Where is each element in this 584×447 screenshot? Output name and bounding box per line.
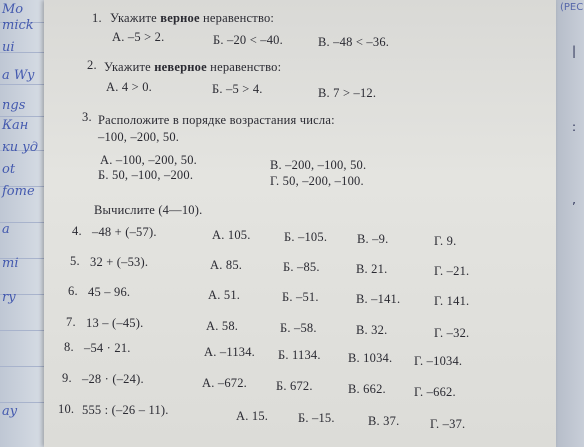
answer-v: В. –9. bbox=[357, 232, 389, 246]
problem-number: 7. bbox=[66, 315, 76, 329]
margin-mark: | bbox=[572, 44, 577, 58]
handwritten-note: ngs bbox=[2, 98, 26, 113]
answer-b: Б. –105. bbox=[284, 230, 328, 244]
problem-number: 9. bbox=[62, 371, 72, 385]
answer-b: Б. –58. bbox=[280, 321, 317, 335]
handwritten-note: a bbox=[2, 222, 10, 237]
problem-expression: 13 – (–45). bbox=[86, 316, 144, 330]
answer-a: А. 15. bbox=[236, 409, 269, 423]
answer-a: А. 58. bbox=[206, 319, 239, 333]
answer-b: Б. 672. bbox=[276, 379, 313, 393]
problem-expression: 32 + (–53). bbox=[90, 255, 149, 269]
problem-expression: –28 · (–24). bbox=[82, 372, 144, 386]
q1-bold-word: верное bbox=[160, 11, 200, 25]
q2-number: 2. bbox=[87, 58, 97, 72]
handwritten-note: mick bbox=[2, 18, 34, 33]
answer-a: А. –672. bbox=[202, 376, 248, 390]
answer-a: А. –1134. bbox=[204, 345, 255, 359]
answer-g: Г. –1034. bbox=[414, 354, 463, 368]
handwritten-note: a Wy bbox=[2, 68, 35, 83]
problem-number: 8. bbox=[64, 340, 74, 354]
answer-v: В. 662. bbox=[348, 382, 386, 396]
q2-option-v: В. 7 > –12. bbox=[318, 86, 377, 100]
problem-expression: –48 + (–57). bbox=[92, 225, 157, 239]
right-page-note: (PEC bbox=[560, 2, 584, 13]
handwritten-note: ot bbox=[2, 162, 16, 177]
q3-prompt: Расположите в порядке возрастания числа: bbox=[98, 113, 335, 127]
q1-number: 1. bbox=[92, 11, 102, 25]
handwritten-note: Кан bbox=[2, 118, 29, 133]
q2-option-b: Б. –5 > 4. bbox=[212, 82, 263, 96]
answer-v: В. 21. bbox=[356, 262, 388, 276]
q3-option-b: Б. 50, –100, –200. bbox=[98, 168, 194, 182]
handwritten-note: mi bbox=[2, 256, 19, 271]
margin-mark: : bbox=[572, 120, 577, 134]
problem-number: 5. bbox=[70, 254, 80, 268]
handwritten-note: ay bbox=[2, 404, 18, 419]
q1-prefix: Укажите bbox=[110, 11, 161, 25]
answer-v: В. –141. bbox=[356, 292, 401, 306]
q2-option-a: А. 4 > 0. bbox=[106, 80, 153, 94]
margin-mark: ’ bbox=[572, 200, 576, 214]
answer-b: Б. –85. bbox=[283, 260, 320, 274]
problem-number: 4. bbox=[72, 224, 82, 238]
q1-suffix: неравенство: bbox=[199, 11, 275, 25]
q2-suffix: неравенство: bbox=[206, 60, 282, 74]
problem-number: 6. bbox=[68, 284, 78, 298]
answer-g: Г. 9. bbox=[434, 234, 457, 248]
q1-prompt bbox=[110, 11, 274, 26]
answer-a: А. 51. bbox=[208, 288, 241, 302]
answer-g: Г. –32. bbox=[434, 326, 470, 340]
q3-option-v: В. –200, –100, 50. bbox=[270, 158, 367, 172]
q1-option-v: В. –48 < –36. bbox=[318, 35, 390, 49]
q2-prefix: Укажите bbox=[104, 60, 155, 74]
q3-option-g: Г. 50, –200, –100. bbox=[270, 174, 364, 188]
answer-g: Г. –662. bbox=[414, 385, 456, 399]
answer-b: Б. –15. bbox=[298, 411, 335, 425]
answer-a: А. 85. bbox=[210, 258, 243, 272]
answer-v: В. 32. bbox=[356, 323, 388, 337]
problem-number: 10. bbox=[58, 402, 75, 416]
answer-b: Б. –51. bbox=[282, 290, 319, 304]
answer-g: Г. –21. bbox=[434, 264, 470, 278]
answer-g: Г. –37. bbox=[430, 417, 466, 431]
q2-prompt bbox=[104, 60, 281, 75]
handwritten-note: fome bbox=[2, 184, 35, 199]
problem-expression: 555 : (–26 – 11). bbox=[82, 403, 169, 417]
section-heading: Вычислите (4—10). bbox=[94, 203, 203, 217]
problem-expression: 45 – 96. bbox=[88, 285, 131, 299]
problem-expression: –54 · 21. bbox=[84, 341, 131, 355]
answer-v: В. 1034. bbox=[348, 351, 393, 365]
answer-v: В. 37. bbox=[368, 414, 400, 428]
handwritten-note: ui bbox=[2, 40, 15, 55]
q2-bold-word: неверное bbox=[154, 60, 207, 74]
notebook-right-page bbox=[556, 0, 584, 447]
answer-a: А. 105. bbox=[212, 228, 251, 242]
handwritten-note: ry bbox=[2, 290, 16, 305]
q3-numbers: –100, –200, 50. bbox=[98, 130, 180, 144]
answer-b: Б. 1134. bbox=[278, 348, 321, 362]
handwritten-note: Mo bbox=[2, 2, 24, 17]
q3-option-a: А. –100, –200, 50. bbox=[100, 153, 198, 167]
q1-option-b: Б. –20 < –40. bbox=[213, 33, 283, 47]
q3-number: 3. bbox=[82, 110, 92, 124]
answer-g: Г. 141. bbox=[434, 294, 470, 308]
q1-option-a: А. –5 > 2. bbox=[112, 30, 165, 44]
handwritten-note: ки уд bbox=[2, 140, 39, 155]
